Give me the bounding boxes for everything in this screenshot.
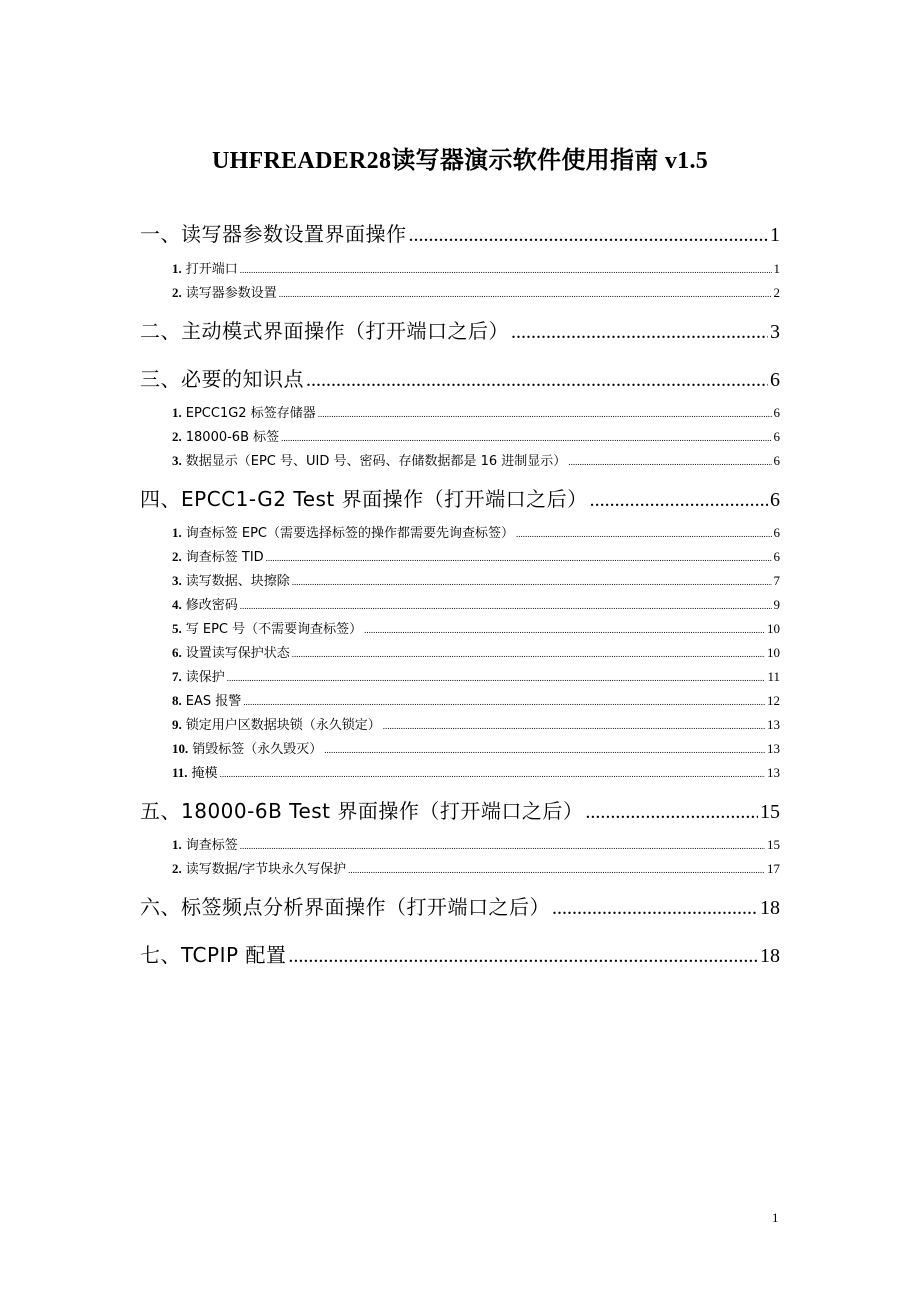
dot-leader [590,486,768,514]
toc-entry-page: 6 [770,489,780,511]
dot-leader [364,621,765,639]
dot-leader [240,837,765,855]
toc-entry-number: 11. [172,765,188,780]
toc-entry-page: 7 [773,573,780,588]
toc-entry-page: 6 [773,453,780,468]
dot-leader [279,285,772,303]
toc-entry-page: 18 [760,945,780,967]
dot-leader [240,261,772,279]
toc-entry-number: 3. [172,453,182,468]
toc-entry-number: 2. [172,861,182,876]
toc-subentry[interactable] [172,596,780,615]
toc-subentry[interactable] [172,860,780,879]
toc-entry-text: 修改密码 [185,598,238,613]
toc-subentry[interactable] [172,836,780,855]
toc-entry-text: 读保护 [185,670,225,685]
toc-entry-number: 4. [172,597,182,612]
toc-subentry[interactable] [172,740,780,759]
toc-subentry[interactable] [172,284,780,303]
toc-entry-page: 12 [767,693,780,708]
toc-entry-number: 2. [172,549,182,564]
toc-entry-page: 13 [767,741,780,756]
toc-entry-text: 七、TCPIP 配置 [140,943,287,967]
toc-entry-text: 设置读写保护状态 [185,646,290,661]
toc-subentry[interactable] [172,644,780,663]
toc-entry-text: 18000-6B 标签 [185,430,280,445]
toc-entry-text: 询查标签 [185,838,238,853]
toc-entry-page: 11 [767,669,780,684]
toc-entry-text: EAS 报警 [185,694,242,709]
toc-entry-text: 五、18000-6B Test 界面操作（打开端口之后） [140,799,584,823]
toc-entry-page: 13 [767,717,780,732]
toc-entry-number: 8. [172,693,182,708]
toc-subentry[interactable] [172,428,780,447]
toc-entry-text: 写 EPC 号（不需要询查标签） [185,622,363,637]
toc-entry-text: 锁定用户区数据块锁（永久锁定） [185,718,381,733]
toc-entry-page: 6 [773,549,780,564]
toc-entry-text: 销毁标签（永久毁灭） [192,742,323,757]
dot-leader [306,366,768,394]
toc-subentry[interactable] [172,716,780,735]
toc-subentry[interactable] [172,452,780,471]
toc-entry-text: 打开端口 [185,262,238,277]
toc-entry-number: 2. [172,429,182,444]
toc-entry-page: 15 [767,837,780,852]
toc-entry-number: 3. [172,573,182,588]
toc-subentry[interactable] [172,572,780,591]
dot-leader [511,318,768,346]
dot-leader [243,693,765,711]
toc-entry-page: 2 [773,285,780,300]
toc-entry-page: 6 [770,369,780,391]
toc-subentry[interactable] [172,404,780,423]
toc-entry-page: 1 [770,224,780,246]
toc-entry-text: 询查标签 TID [185,550,264,565]
dot-leader [240,597,772,615]
toc-subentry[interactable] [172,548,780,567]
toc-subentry[interactable] [172,764,780,783]
toc-entry-page: 6 [773,429,780,444]
dot-leader [585,798,758,826]
document-title: UHFREADER28读写器演示软件使用指南 v1.5 [211,148,709,174]
toc-entry-number: 10. [172,741,189,756]
dot-leader [409,221,769,249]
toc-entry-text: EPCC1G2 标签存储器 [185,406,316,421]
toc-entry-number: 6. [172,645,182,660]
toc-entry[interactable] [140,941,780,970]
toc-entry-page: 13 [767,765,780,780]
dot-leader [288,942,758,970]
toc-entry-page: 1 [773,261,780,276]
toc-subentry[interactable] [172,260,780,279]
dot-leader [266,549,772,567]
dot-leader [348,861,765,879]
toc-entry-number: 9. [172,717,182,732]
dot-leader [318,405,772,423]
toc-entry-number: 1. [172,837,182,852]
toc-entry-text: 四、EPCC1-G2 Test 界面操作（打开端口之后） [140,487,588,511]
toc-subentry[interactable] [172,524,780,543]
dot-leader [324,741,765,759]
toc-entry-text: 读写数据、块擦除 [185,574,290,589]
dot-leader [292,645,765,663]
page-number: 1 [772,1210,779,1225]
dot-leader [516,525,771,543]
dot-leader [220,765,765,783]
dot-leader [568,453,771,471]
toc-entry-number: 5. [172,621,182,636]
dot-leader [292,573,772,591]
toc-entry-page: 6 [773,405,780,420]
toc-entry-text: 数据显示（EPC 号、UID 号、密码、存储数据都是 16 进制显示） [185,454,567,469]
toc-entry-text: 询查标签 EPC（需要选择标签的操作都需要先询查标签） [185,526,515,541]
toc-entry-text: 掩模 [191,766,218,781]
toc-entry[interactable] [140,485,780,514]
dot-leader [281,429,771,447]
toc-subentry[interactable] [172,692,780,711]
toc-entry-page: 10 [767,621,780,636]
toc-entry-page: 9 [773,597,780,612]
toc-entry-page: 10 [767,645,780,660]
toc-entry-number: 2. [172,285,182,300]
toc-entry-text: 二、主动模式界面操作（打开端口之后） [140,319,509,343]
toc-entry-page: 6 [773,525,780,540]
toc-entry-page: 3 [770,321,780,343]
toc-entry[interactable] [140,317,780,346]
toc-entry[interactable] [140,220,780,249]
toc-entry-text: 六、标签频点分析界面操作（打开端口之后） [140,895,550,919]
toc-entry-page: 15 [760,801,780,823]
toc-entry-text: 一、读写器参数设置界面操作 [140,222,407,246]
dot-leader [383,717,765,735]
toc-entry-text: 三、必要的知识点 [140,367,304,391]
toc-entry-number: 1. [172,261,182,276]
toc-entry-number: 1. [172,405,182,420]
toc-entry-page: 17 [767,861,780,876]
toc-entry[interactable] [140,893,780,922]
toc-entry[interactable] [140,365,780,394]
toc-entry-text: 读写数据/字节块永久写保护 [185,862,347,877]
toc-entry-page: 18 [760,897,780,919]
toc-entry[interactable] [140,797,780,826]
toc-subentry[interactable] [172,620,780,639]
toc-entry-number: 7. [172,669,182,684]
toc-entry-text: 读写器参数设置 [185,286,277,301]
dot-leader [227,669,766,687]
dot-leader [552,894,758,922]
toc-subentry[interactable] [172,668,780,687]
toc-entry-number: 1. [172,525,182,540]
